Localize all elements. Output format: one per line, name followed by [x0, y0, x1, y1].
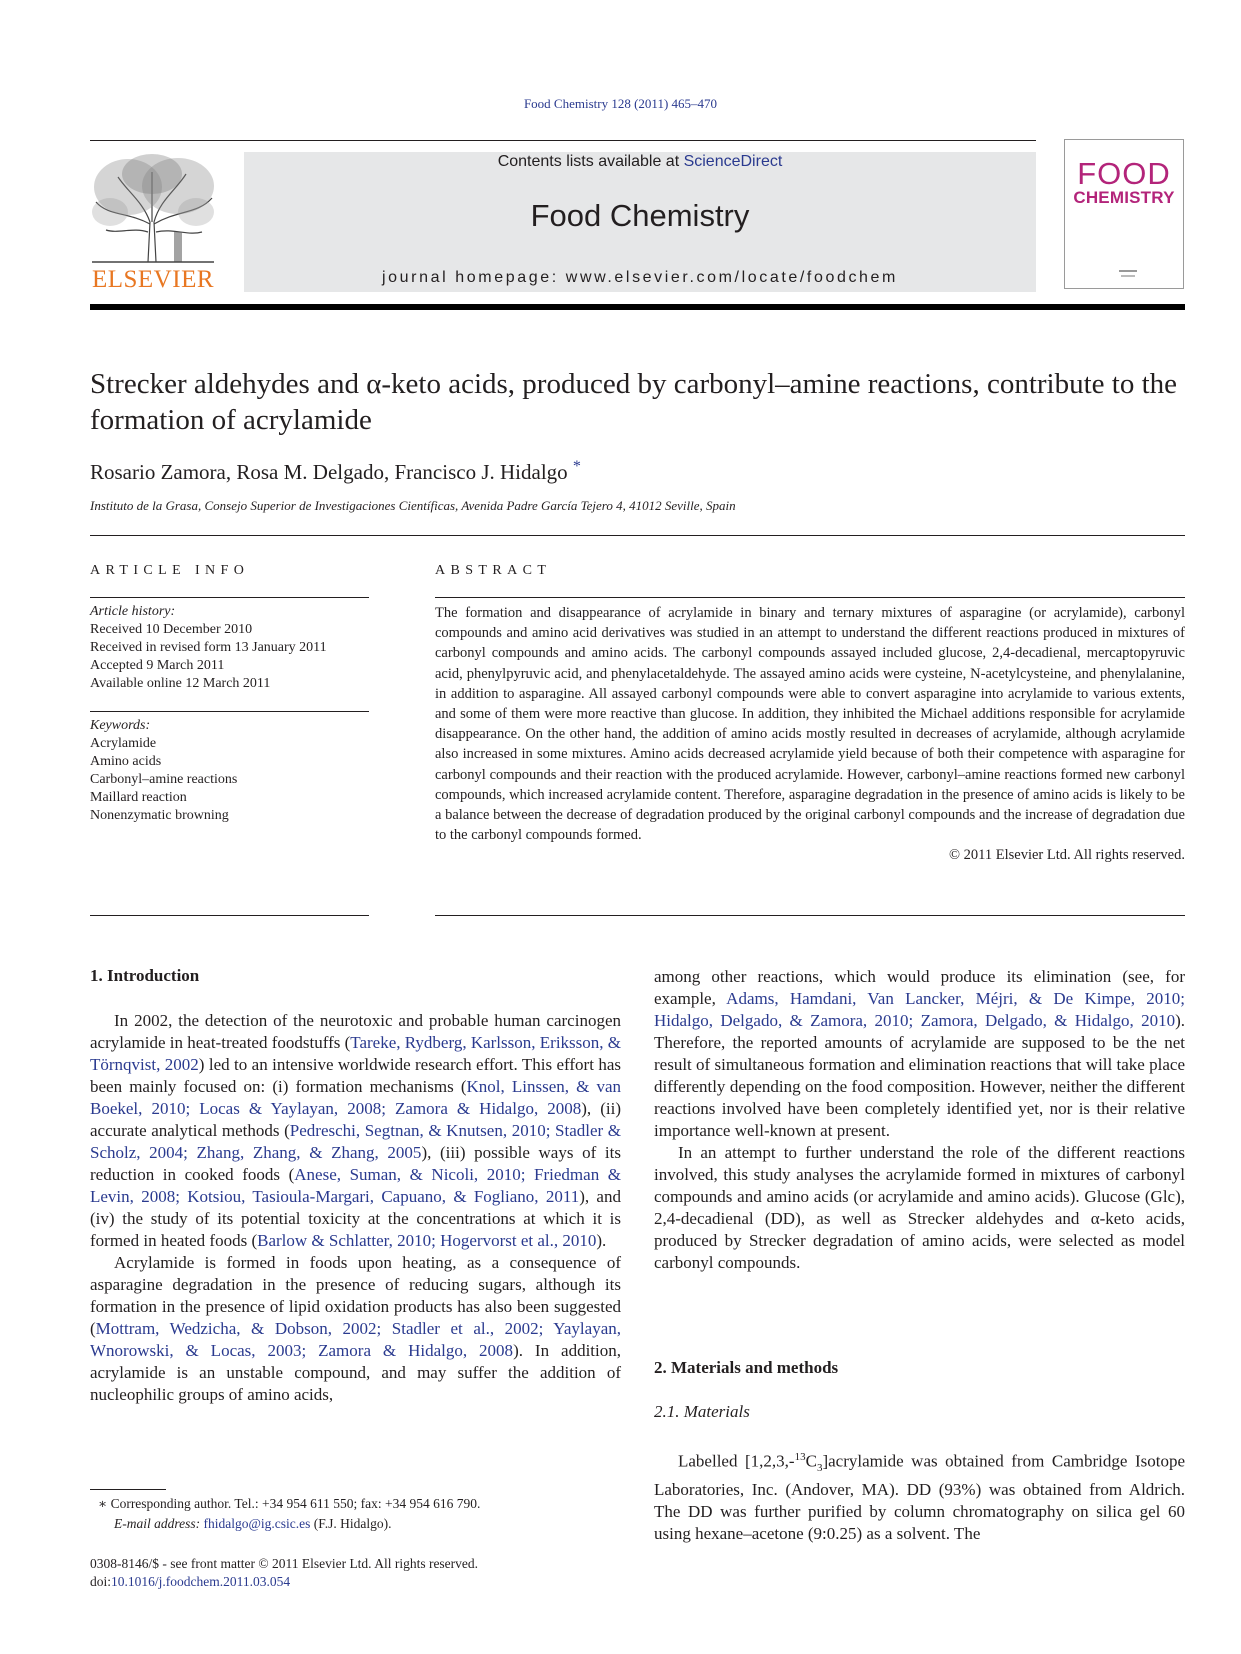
front-matter-line: 0308-8146/$ - see front matter © 2011 Elsevier Ltd. All rights reserved.: [90, 1556, 479, 1571]
citation-link[interactable]: Barlow & Schlatter, 2010; Hogervorst et al., 2010: [257, 1231, 597, 1250]
header-top-rule: [90, 140, 1036, 141]
text-run: ), and (iv) the study of its potential toxicity at the concentrations at which it is formed in heated foods (: [90, 1187, 621, 1250]
keywords: [90, 717, 237, 825]
journal-masthead: [244, 152, 1036, 292]
corresponding-text: Corresponding author. Tel.: +34 954 611 550; fax: +34 954 616 790.: [110, 1496, 481, 1511]
cover-title-chemistry: CHEMISTRY: [1073, 188, 1175, 207]
text-run: among other reactions, which would produce its elimination (see, for example,: [654, 967, 1185, 1008]
header-thick-rule: [90, 304, 1185, 310]
footnotes: [90, 1494, 480, 1534]
abstract-rule-bottom: [435, 915, 1185, 916]
text-run: In 2002, the detection of the neurotoxic and probable human carcinogen acrylamide in heat-treated foodstuffs (: [90, 1011, 621, 1052]
intro-paragraph-3: In an attempt to further understand the role of the different reactions involved, this study analyses the acrylamide formed in mixtures of carbonyl compounds and amino acids (or acrylamide and amino acids). Glucose (Glc), 2,4-decadienal (DD), as well as Strecker aldehydes and α-keto acids, produced by Strecker degradation of amino acids, were selected as model carbonyl compounds.: [654, 1143, 1185, 1272]
history-revised: Received in revised form 13 January 2011: [90, 640, 327, 655]
journal-title: Food Chemistry: [530, 198, 750, 233]
history-label: Article history:: [90, 604, 176, 619]
citation-link[interactable]: Knol, Linssen, & van Boekel, 2010; Locas & Yaylayan, 2008; Zamora & Hidalgo, 2008: [90, 1077, 621, 1118]
footnote-rule: [90, 1489, 166, 1490]
intro-paragraph-1: [90, 1010, 621, 1252]
affiliation-rule: [90, 535, 1185, 536]
history-received: Received 10 December 2010: [90, 622, 253, 637]
materials-section: [654, 1446, 1185, 1545]
front-matter: [90, 1555, 478, 1591]
contents-prefix: Contents lists available at: [497, 153, 684, 170]
keyword-item: Carbonyl–amine reactions: [90, 772, 238, 787]
text-run: Acrylamide is formed in foods upon heating, as a consequence of asparagine degradation in the presence of reducing sugars, although its formation in the presence of lipid oxidation products has also been suggested (: [90, 1253, 621, 1338]
materials-subheading: 2.1. Materials: [654, 1402, 750, 1421]
email-link[interactable]: fhidalgo@ig.csic.es: [203, 1516, 311, 1531]
left-column: [90, 1010, 621, 1406]
text-run: ), (ii) accurate analytical methods (: [90, 1099, 621, 1140]
article-info-rule-bottom: [90, 915, 369, 916]
materials-methods-heading: 2. Materials and methods: [654, 1358, 839, 1377]
contents-availability: [244, 153, 1036, 171]
journal-homepage[interactable]: journal homepage: www.elsevier.com/locate/foodchem: [382, 269, 898, 286]
text-run: Labelled [1,2,3,-: [678, 1451, 795, 1471]
doi-line: [90, 1573, 478, 1591]
abstract-heading: ABSTRACT: [435, 563, 552, 578]
text-run: ]acrylamide was obtained from Cambridge Isotope Laboratories, Inc. (Andover, MA). DD (93%) was obtained from Aldrich. The DD was further purified by column chromatography on silica gel 60 using hexane–acetone (9:0.25) as a solvent. The: [654, 1451, 1185, 1544]
sciencedirect-link[interactable]: ScienceDirect: [683, 153, 783, 170]
text-run: ). In addition, acrylamide is an unstable compound, and may suffer the addition of nucleophilic groups of amino acids,: [90, 1341, 621, 1404]
journal-cover: [1064, 139, 1184, 289]
authors-text: Rosario Zamora, Rosa M. Delgado, Francisco J. Hidalgo: [90, 460, 568, 484]
corresponding-author-mark[interactable]: *: [572, 458, 581, 475]
intro-paragraph-continued: [654, 966, 1185, 1142]
keyword-item: Maillard reaction: [90, 790, 187, 805]
article-info-rule-mid: [90, 711, 369, 712]
abstract-body: [435, 603, 1185, 866]
email-footnote: [90, 1514, 480, 1534]
doi-link[interactable]: 10.1016/j.foodchem.2011.03.054: [111, 1574, 291, 1589]
elsevier-logo: [88, 152, 218, 292]
footnote-asterisk: ∗: [98, 1496, 108, 1511]
corresponding-footnote: [90, 1494, 480, 1514]
abstract-copyright: © 2011 Elsevier Ltd. All rights reserved.: [949, 847, 1185, 864]
keyword-item: Acrylamide: [90, 736, 157, 751]
citation-link[interactable]: Pedreschi, Segtnan, & Knutsen, 2010; Stadler & Scholz, 2004; Zhang, Zhang, & Zhang, 2005: [90, 1121, 621, 1162]
keyword-item: Nonenzymatic browning: [90, 808, 229, 823]
citation-link[interactable]: Anese, Suman, & Nicoli, 2010; Friedman & Levin, 2008; Kotsiou, Tasioula-Margari, Capuano, & Fogliano, 2011: [90, 1165, 621, 1206]
text-run: ). Therefore, the reported amounts of acrylamide are supposed to be the net result of simultaneous formation and elimination reactions that will take place differently depending on the food composition. However, neither the different reactions involved have been completely identified yet, nor is their relative importance well-known at present.: [654, 1011, 1185, 1140]
journal-citation[interactable]: Food Chemistry 128 (2011) 465–470: [523, 96, 718, 111]
materials-paragraph: [654, 1446, 1185, 1545]
article-history: [90, 603, 327, 693]
citation-link[interactable]: Adams, Hamdani, Van Lancker, Méjri, & De Kimpe, 2010; Hidalgo, Delgado, & Zamora, 2010; Zamora, Delgado, & Hidalgo, 2010: [654, 989, 1185, 1030]
text-run: C: [805, 1451, 817, 1471]
elsevier-tree-icon: [88, 152, 218, 264]
text-run: ) led to an intensive worldwide research effort. This effort has been mainly focused on: (i) formation mechanisms (: [90, 1055, 622, 1096]
cover-publisher-mark-icon: [1117, 268, 1139, 280]
affiliation: Instituto de la Grasa, Consejo Superior de Investigaciones Científicas, Avenida Padre García Tejero 4, 41012 Seville, Spain: [90, 498, 736, 513]
history-online: Available online 12 March 2011: [90, 676, 271, 691]
keywords-label: Keywords:: [90, 718, 151, 733]
author-list: [90, 458, 581, 485]
citation-link[interactable]: Tareke, Rydberg, Karlsson, Eriksson, & Törnqvist, 2002: [90, 1033, 621, 1074]
article-info-heading: ARTICLE INFO: [90, 563, 250, 578]
doi-label: doi:: [90, 1574, 112, 1589]
article-title: Strecker aldehydes and α-keto acids, produced by carbonyl–amine reactions, contribute to the formation of acrylamide: [90, 368, 1178, 436]
elsevier-wordmark: ELSEVIER: [91, 266, 215, 293]
text-run: ).: [596, 1231, 607, 1250]
citation-link[interactable]: Mottram, Wedzicha, & Dobson, 2002; Stadler et al., 2002; Yaylayan, Wnorowski, & Locas, 2003; Zamora & Hidalgo, 2008: [90, 1319, 621, 1360]
text-run: ), (iii) possible ways of its reduction in cooked foods (: [90, 1143, 621, 1184]
email-label: E-mail address:: [114, 1516, 201, 1531]
introduction-heading: 1. Introduction: [90, 966, 200, 985]
cover-title-food: FOOD: [1077, 156, 1171, 191]
abstract-paragraph: The formation and disappearance of acrylamide in binary and ternary mixtures of asparagine (or acrylamide), carbonyl compounds and amino acid derivatives was studied in an attempt to understand the different reactions produced in mixtures of carbonyl compounds and amino acids. The carbonyl compounds assayed included glucose, 2,4-decadienal, mercaptopyruvic acid, phenylpyruvic acid, and phenylacetaldehyde. The assayed amino acids were cysteine, N-acetylcysteine, and phenylalanine, in addition to asparagine. All assayed carbonyl compounds were able to convert asparagine into acrylamide to various extents, and some of them were more reactive than glucose. In addition, they inhibited the Michael additions responsible for acrylamide disappearance. On the other hand, the addition of amino acids mostly resulted in decreases of acrylamide, although acrylamide also increased in some mixtures. Amino acids decreased acrylamide yield because of both their competence with asparagine for carbonyl compounds and their reaction with the produced acrylamide. However, carbonyl–amine reactions formed new carbonyl compounds, which increased acrylamide content. Therefore, asparagine degradation in the presence of amino acids is likely to be a balance between the decrease of degradation produced by the original carbonyl compounds and the increase of degradation due to the carbonyl compounds formed.: [435, 605, 1185, 844]
article-info-rule-top: [90, 597, 369, 598]
carbon-subscript: 3: [816, 1462, 823, 1475]
right-column: [654, 966, 1185, 1274]
abstract-rule-top: [435, 597, 1185, 598]
history-accepted: Accepted 9 March 2011: [90, 658, 225, 673]
isotope-superscript: 13: [794, 1451, 806, 1463]
intro-paragraph-2: [90, 1252, 621, 1406]
email-owner: (F.J. Hidalgo).: [313, 1516, 392, 1531]
keyword-item: Amino acids: [90, 754, 162, 769]
